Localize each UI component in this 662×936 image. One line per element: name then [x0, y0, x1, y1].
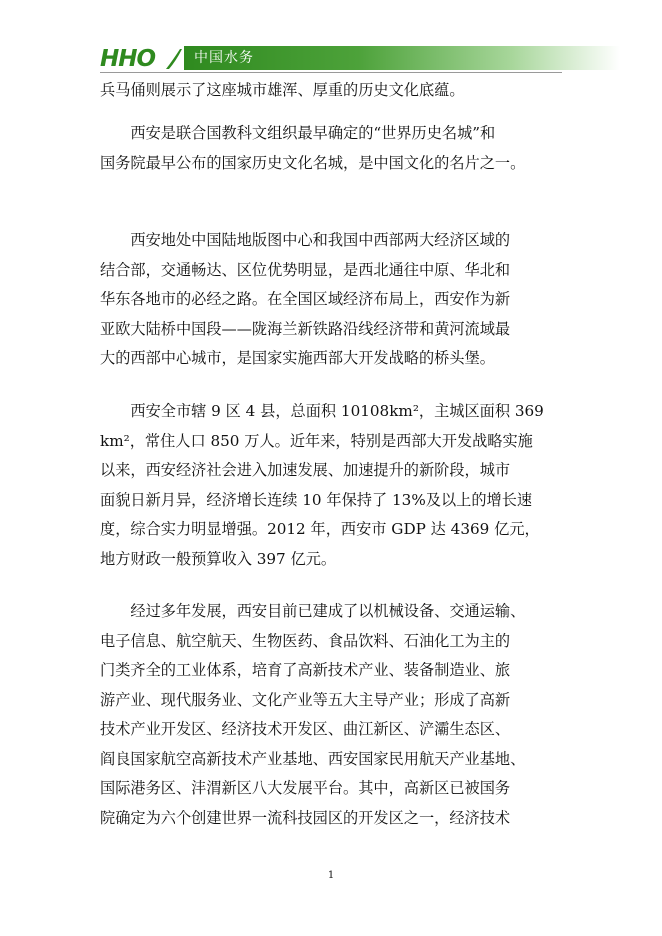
header-divider	[100, 72, 562, 73]
paragraph-line: 度，综合实力明显增强。2012 年，西安市 GDP 达 4369 亿元，	[100, 520, 540, 538]
paragraph-1	[100, 76, 562, 106]
paragraph-line: 阎良国家航空高新技术产业基地、西安国家民用航天产业基地、	[100, 749, 526, 768]
document-header	[100, 46, 620, 72]
brand-banner	[184, 46, 620, 70]
paragraph-line: 西安地处中国陆地版图中心和我国中西部两大经济区域的	[100, 231, 511, 249]
paragraph-line: 西安是联合国教科文组织最早确定的“世界历史名城”和	[100, 124, 496, 142]
logo-swoosh-icon	[164, 48, 182, 70]
paragraph-line: 以来，西安经济社会进入加速发展、加速提升的新阶段，城市	[100, 461, 511, 479]
paragraph-5	[100, 597, 562, 833]
paragraph-line: 游产业、现代服务业、文化产业等五大主导产业；形成了高新	[100, 690, 511, 709]
paragraph-line: 亚欧大陆桥中国段——陇海兰新铁路沿线经济带和黄河流域最	[100, 319, 511, 338]
paragraph-line: 结合部，交通畅达、区位优势明显，是西北通往中原、华北和	[100, 260, 511, 279]
paragraph-line: 院确定为六个创建世界一流科技园区的开发区之一，经济技术	[100, 808, 511, 827]
company-logo-text: HHO	[100, 46, 156, 72]
paragraph-line: 经过多年发展，西安目前已建成了以机械设备、交通运输、	[100, 602, 526, 620]
paragraph-line: km²，常住人口 850 万人。近年来，特别是西部大开发战略实施	[100, 431, 533, 450]
paragraph-line: 国际港务区、沣渭新区八大发展平台。其中，高新区已被国务	[100, 779, 511, 797]
paragraph-line: 国务院最早公布的国家历史文化名城，是中国文化的名片之一。	[100, 153, 526, 172]
paragraph-line: 西安全市辖 9 区 4 县，总面积 10108km²，主城区面积 369	[100, 402, 544, 420]
paragraph-4	[100, 397, 562, 574]
paragraph-line: 华东各地市的必经之路。在全国区域经济布局上，西安作为新	[100, 290, 511, 308]
page-number: 1	[327, 870, 335, 881]
paragraph-line: 地方财政一般预算收入 397 亿元。	[100, 549, 337, 568]
brand-name: 中国水务	[194, 50, 254, 66]
paragraph-line: 兵马俑则展示了这座城市雄浑、厚重的历史文化底蕴。	[100, 81, 465, 99]
paragraph-line: 电子信息、航空航天、生物医药、食品饮料、石油化工为主的	[100, 631, 511, 650]
paragraph-line: 大的西部中心城市，是国家实施西部大开发战略的桥头堡。	[100, 349, 495, 367]
paragraph-3	[100, 226, 562, 374]
paragraph-2	[100, 119, 562, 178]
paragraph-line: 技术产业开发区、经济技术开发区、曲江新区、浐灞生态区、	[100, 720, 511, 738]
paragraph-line: 门类齐全的工业体系，培育了高新技术产业、装备制造业、旅	[100, 661, 511, 679]
paragraph-line: 面貌日新月异，经济增长连续 10 年保持了 13%及以上的增长速	[100, 490, 533, 509]
